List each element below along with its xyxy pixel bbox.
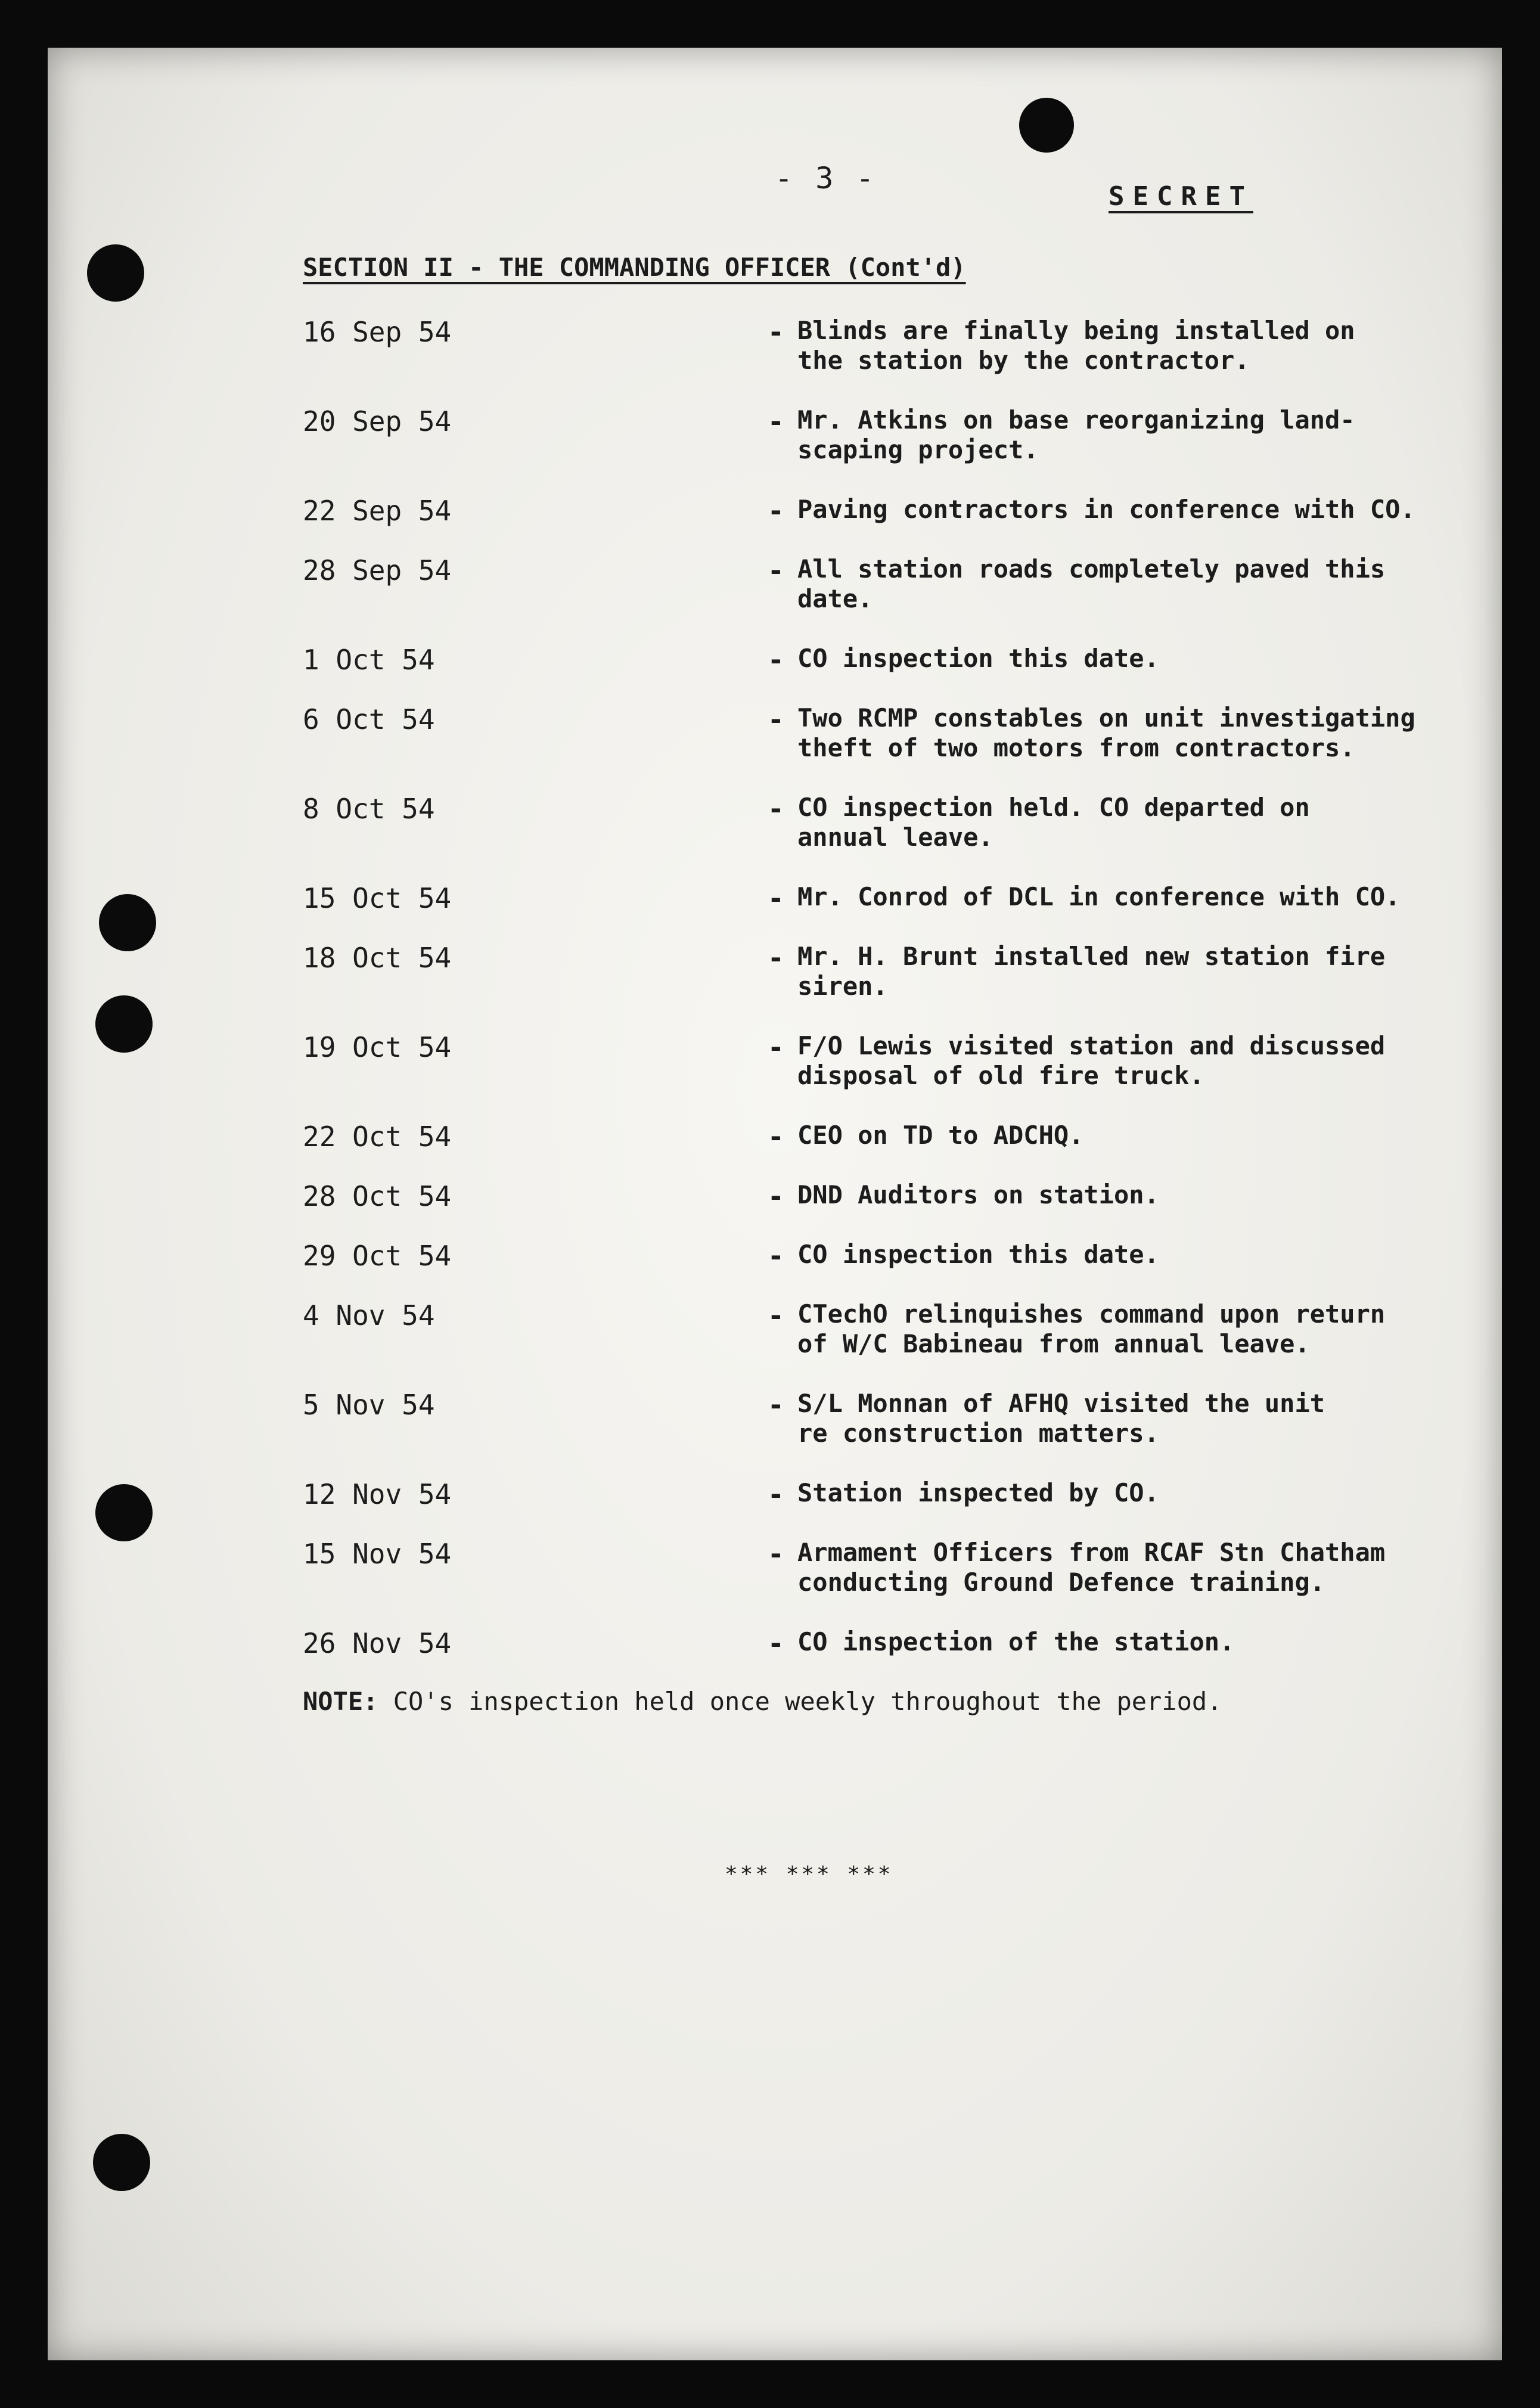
entry-text-line: scaping project. (797, 435, 1039, 464)
note-text: CO's inspection held once weekly throughout the period. (378, 1687, 1222, 1716)
classification-marking: SECRET (1109, 181, 1253, 212)
entry-date: 28 Oct 54 (303, 1180, 452, 1212)
entry-text-line: F/O Lewis visited station and discussed (797, 1031, 1386, 1060)
entry-text-line: CO inspection held. CO departed on (797, 793, 1310, 822)
entry-date: 16 Sep 54 (303, 316, 452, 348)
entry-text-line: DND Auditors on station. (797, 1180, 1159, 1209)
entry-date: 18 Oct 54 (303, 942, 452, 974)
entry-dash: - (768, 1478, 784, 1510)
entry-date: 6 Oct 54 (303, 703, 435, 736)
punch-hole (87, 244, 144, 302)
entry-text-line: Armament Officers from RCAF Stn Chatham (797, 1538, 1386, 1567)
entry-text-line: re construction matters. (797, 1419, 1159, 1448)
entry-text-line: conducting Ground Defence training. (797, 1568, 1325, 1597)
entry-text-line: Station inspected by CO. (797, 1478, 1159, 1507)
entry-date: 5 Nov 54 (303, 1389, 435, 1421)
entry-text-line: Paving contractors in conference with CO. (797, 495, 1415, 524)
entry-date: 22 Oct 54 (303, 1121, 452, 1153)
entry-dash: - (768, 1538, 784, 1570)
entry-date: 28 Sep 54 (303, 554, 452, 587)
entry-dash: - (768, 1240, 784, 1272)
entry-date: 4 Nov 54 (303, 1299, 435, 1332)
punch-hole (95, 995, 153, 1053)
entry-date: 1 Oct 54 (303, 644, 435, 676)
end-mark: *** *** *** (725, 1862, 893, 1886)
entry-text-line: CEO on TD to ADCHQ. (797, 1121, 1084, 1150)
entry-dash: - (768, 316, 784, 348)
note (303, 1687, 1222, 1716)
punch-hole (1019, 98, 1074, 153)
entry-text-line: Mr. Atkins on base reorganizing land- (797, 405, 1355, 435)
entry-dash: - (768, 1121, 784, 1153)
entry-dash: - (768, 882, 784, 914)
entry-dash: - (768, 1299, 784, 1332)
entry-dash: - (768, 554, 784, 587)
page-number: - 3 - (775, 161, 877, 196)
entry-text-line: Mr. H. Brunt installed new station fire (797, 942, 1386, 971)
entry-dash: - (768, 1180, 784, 1212)
section-title: SECTION II - THE COMMANDING OFFICER (Cont'd) (303, 253, 966, 282)
entry-dash: - (768, 703, 784, 736)
entry-date: 20 Sep 54 (303, 405, 452, 437)
entry-date: 26 Nov 54 (303, 1627, 452, 1659)
document-page (48, 48, 1502, 2360)
entry-text-line: theft of two motors from contractors. (797, 733, 1355, 762)
entry-date: 29 Oct 54 (303, 1240, 452, 1272)
entry-dash: - (768, 1031, 784, 1063)
entry-date: 15 Nov 54 (303, 1538, 452, 1570)
entry-date: 15 Oct 54 (303, 882, 452, 914)
entry-text-line: S/L Monnan of AFHQ visited the unit (797, 1389, 1325, 1418)
entry-text-line: CO inspection this date. (797, 1240, 1159, 1269)
entry-dash: - (768, 1389, 784, 1421)
punch-hole (93, 2134, 150, 2191)
entry-dash: - (768, 644, 784, 676)
entry-text-line: Mr. Conrod of DCL in conference with CO. (797, 882, 1401, 911)
entry-text-line: of W/C Babineau from annual leave. (797, 1329, 1310, 1358)
entry-dash: - (768, 1627, 784, 1659)
entry-dash: - (768, 793, 784, 825)
entry-dash: - (768, 942, 784, 974)
note-label: NOTE: (303, 1687, 378, 1716)
entry-text-line: disposal of old fire truck. (797, 1061, 1204, 1090)
entry-text-line: the station by the contractor. (797, 346, 1250, 375)
entry-dash: - (768, 405, 784, 437)
entry-text-line: annual leave. (797, 823, 993, 852)
entry-date: 12 Nov 54 (303, 1478, 452, 1510)
entry-text-line: Blinds are finally being installed on (797, 316, 1355, 345)
entry-text-line: All station roads completely paved this (797, 554, 1386, 584)
entry-date: 19 Oct 54 (303, 1031, 452, 1063)
punch-hole (95, 1484, 153, 1541)
entry-text-line: CO inspection this date. (797, 644, 1159, 673)
punch-hole (99, 894, 156, 951)
entry-date: 22 Sep 54 (303, 495, 452, 527)
entry-text-line: Two RCMP constables on unit investigating (797, 703, 1415, 733)
entry-text-line: siren. (797, 972, 888, 1001)
entry-dash: - (768, 495, 784, 527)
entry-text-line: CTechO relinquishes command upon return (797, 1299, 1386, 1329)
entry-date: 8 Oct 54 (303, 793, 435, 825)
entry-text-line: date. (797, 584, 873, 613)
entry-text-line: CO inspection of the station. (797, 1627, 1235, 1656)
